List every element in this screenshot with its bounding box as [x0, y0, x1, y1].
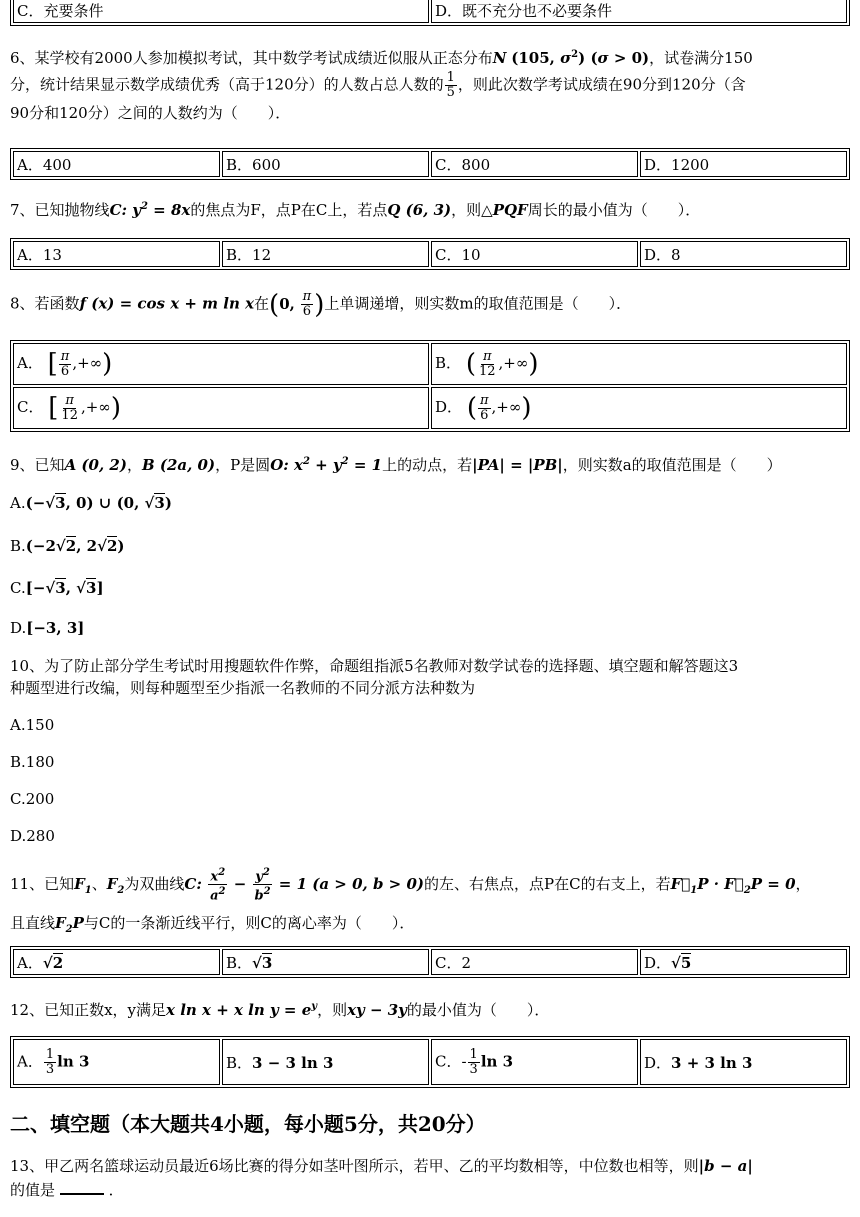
q12-expression: xy − 3y [347, 1001, 407, 1019]
question-10 [10, 655, 846, 699]
q7-option-d[interactable]: D．8 [640, 241, 847, 267]
q12-text-2: ，则 [317, 1001, 348, 1019]
q6-text-4: ，则此次数学考试成绩在90分到120分（含 [457, 75, 746, 94]
q12-option-d[interactable]: D．3 + 3 ln 3 [640, 1039, 847, 1085]
q8-option-d-label: D． [435, 398, 463, 416]
q9-option-a[interactable] [10, 490, 846, 516]
q12-option-a-label: A． [17, 1052, 43, 1070]
q11-option-b-label: B． [226, 953, 253, 972]
question-13 [10, 1154, 846, 1202]
q9-option-b-label: B. [10, 537, 26, 555]
q6-text-1: 某学校有2000人参加模拟考试，其中数学考试成绩近似服从正态分布 [34, 49, 493, 67]
q12-number: 12、 [10, 1001, 45, 1019]
q9-option-d-math: [−3, 3] [26, 619, 85, 637]
q12-option-c-label: C．- [435, 1052, 467, 1070]
q12-equation: x ln x + x $\ln y = e^y$ [166, 1001, 318, 1019]
q5-option-c[interactable]: C．充要条件 [13, 0, 429, 23]
q9-option-d-label: D. [10, 619, 27, 637]
q13-answer-blank[interactable] [60, 1179, 104, 1195]
q12-option-b[interactable]: B．3 − 3 ln 3 [222, 1039, 429, 1085]
q10-text-2: 种题型进行改编，则每种题型至少指派一名教师的不同分派方法种数为 [10, 679, 476, 697]
q6-options [10, 148, 850, 180]
q10-text-1: 为了防止部分学生考试时用搜题软件作弊，命题组指派5名教师对数学试卷的选择题、填空题和解答题这3 [44, 657, 739, 675]
q9-number: 9、 [10, 456, 35, 474]
question-11: 11、已知$F_1$、$F_2$为双曲线C: $\frac{x^2}{a^2}$ − $\frac{y^2}{b^2}$ = 1 (a > 0, b > 0)的左、右焦点，点P在C的右支上，若$F⃗_1P$ · $F⃗_2P = 0$， 且直线$F_2P$与C的一条渐近线平行，则C的离心率为（ ）． [10, 867, 811, 935]
q12-text-1: 已知正数x，y满足 [44, 1001, 167, 1019]
q9-option-c[interactable] [10, 575, 846, 601]
q7-options [10, 238, 850, 270]
q9-text-1: 已知 [34, 456, 65, 474]
q9-option-a-label: A. [10, 494, 26, 512]
q9-option-c-math: [−√3, √3] [25, 579, 104, 597]
q11-option-d[interactable]: D．√5 [640, 949, 847, 975]
q8-text-1: 若函数 [34, 294, 80, 313]
q10-option-d[interactable]: D.280 [10, 827, 55, 845]
q9-option-d[interactable] [10, 615, 846, 641]
q11-line: $F_2P$ [55, 913, 84, 935]
q7-option-b[interactable]: B．12 [222, 241, 429, 267]
q7-text-2: 的焦点为F，点P在C上，若点 [190, 201, 388, 219]
q6-number: 6、 [10, 49, 35, 67]
question-6 [10, 42, 846, 126]
q6-option-d[interactable]: D．1200 [640, 151, 847, 177]
question-8 [10, 290, 846, 319]
q9-text-2: ， [126, 456, 142, 474]
q11-option-a[interactable]: A．√2 [13, 949, 220, 975]
q11-hyperbola: C: $\frac{x^2}{a^2}$ − $\frac{y^2}{b^2}$ = 1 (a > 0, b > 0) [184, 867, 424, 904]
q7-triangle: PQF [492, 201, 528, 219]
q7-text-4: 周长的最小值为（ ）． [527, 201, 701, 219]
q11-text-5: 且直线 [10, 913, 56, 932]
q6-text-2: ，试卷满分150 [649, 49, 753, 67]
q13-text-2: 的值是 [10, 1181, 56, 1199]
q9-condition: |PA| = |PB| [472, 456, 563, 474]
q6-text-5: 90分和120分）之间的人数约为（ ）． [10, 104, 291, 122]
q7-point-q: Q (6, 3) [387, 201, 452, 219]
q7-option-c[interactable]: C．10 [431, 241, 638, 267]
q9-text-3: ，P是圆 [215, 456, 271, 474]
q11-option-b[interactable]: B．√3 [222, 949, 429, 975]
q11-text-1: 已知 [44, 874, 75, 893]
q9-circle: O: $x^2 + y^2 = 1$ [270, 456, 383, 474]
q11-text-6: 与C的一条渐近线平行，则C的离心率为（ ）． [83, 913, 415, 932]
q8-option-c[interactable]: C． [ $\frac{\pi}{12}$ ,+∞) [13, 387, 429, 429]
q6-text-3: 分，统计结果显示数学成绩优秀（高于120分）的人数占总人数的 [10, 75, 444, 94]
q6-option-a[interactable]: A．400 [13, 151, 220, 177]
q12-text-3: 的最小值为（ ）． [406, 1001, 550, 1019]
q11-text-3: 为双曲线 [124, 874, 185, 893]
q9-point-b: B (2a, 0) [141, 456, 216, 474]
q6-params: (105, $\sigma^2$) (σ > 0) [511, 49, 650, 67]
q8-option-b[interactable]: B． ( $\frac{\pi}{12}$ ,+∞) [431, 343, 847, 385]
q11-f2: $F_2$ [106, 874, 125, 896]
q8-number: 8、 [10, 294, 35, 313]
question-9 [10, 449, 846, 478]
q11-options [10, 946, 850, 978]
q5-option-d[interactable]: D．既不充分也不必要条件 [431, 0, 847, 23]
q9-text-4: 上的动点，若 [382, 456, 473, 474]
q8-options [10, 340, 850, 432]
section-2-heading: 二、填空题（本大题共4小题，每小题5分，共20分） [10, 1112, 486, 1136]
q12-option-d-label: D． [644, 1053, 672, 1072]
q8-option-c-label: C． [17, 398, 44, 416]
q8-text-2: 在 [254, 294, 270, 313]
q8-function: f (x) = cos x + m ln x [79, 294, 255, 313]
q10-option-c[interactable]: C.200 [10, 790, 55, 808]
q9-option-b[interactable] [10, 533, 846, 559]
q8-option-b-label: B． [435, 354, 462, 372]
q10-number: 10、 [10, 657, 45, 675]
q12-option-b-label: B． [226, 1053, 253, 1072]
q7-parabola: C: $y^2 = 8x$ [109, 201, 191, 219]
q13-expression: |b − a| [698, 1157, 753, 1175]
q6-option-c[interactable]: C．800 [431, 151, 638, 177]
q7-text-1: 已知抛物线 [34, 201, 110, 219]
q9-option-a-math: (−√3, 0) ∪ (0, √3) [25, 494, 172, 512]
q12-option-a[interactable]: A． $\frac{1}{3}$ ln 3 [13, 1039, 220, 1085]
q11-text-2: 、 [91, 874, 107, 893]
q9-option-c-label: C. [10, 579, 26, 597]
q9-point-a: A (0, 2) [64, 456, 127, 474]
q11-number: 11、 [10, 874, 45, 893]
q11-f1: $F_1$ [74, 874, 92, 896]
q7-option-a[interactable]: A．13 [13, 241, 220, 267]
q11-dot-product: $F⃗_1P$ · $F⃗_2P = 0$ [670, 874, 796, 896]
q6-option-b[interactable]: B．600 [222, 151, 429, 177]
q12-option-c[interactable]: C．- $\frac{1}{3}$ ln 3 [431, 1039, 638, 1085]
q11-text-4: 的左、右焦点，点P在C的右支上，若 [424, 874, 671, 893]
q7-number: 7、 [10, 201, 35, 219]
q6-normal-dist: N [492, 49, 507, 67]
q13-text-1: 甲乙两名篮球运动员最近6场比赛的得分如茎叶图所示，若甲、乙的平均数相等，中位数也相等，则 [44, 1157, 699, 1175]
q10-option-a[interactable]: A.150 [10, 716, 55, 734]
q9-text-5: ，则实数a的取值范围是（ ） [562, 456, 782, 474]
q8-option-a-label: A． [17, 354, 43, 372]
q11-option-a-label: A． [17, 953, 43, 972]
q10-option-b[interactable]: B.180 [10, 753, 55, 771]
question-12 [10, 994, 846, 1023]
question-7 [10, 194, 846, 223]
q5-options [10, 0, 850, 26]
q13-number: 13、 [10, 1157, 45, 1175]
q8-interval: (0, $\frac{\pi}{6}$ ) [269, 289, 325, 320]
q7-text-3: ，则△ [451, 201, 493, 219]
q6-fraction: $\frac{1}{5}$ [446, 70, 455, 100]
q8-option-d[interactable]: D． ( $\frac{\pi}{6}$ ,+∞) [431, 387, 847, 429]
q9-option-b-math: (−2√2, 2√2) [25, 537, 125, 555]
q13-text-3: ． [108, 1181, 124, 1199]
q11-option-d-label: D． [644, 953, 672, 972]
q8-text-3: 上单调递增，则实数m的取值范围是（ ）． [324, 294, 632, 313]
q11-option-c[interactable]: C．2 [431, 949, 638, 975]
q12-options [10, 1036, 850, 1088]
q8-option-a[interactable]: A． [ $\frac{\pi}{6}$ ,+∞) [13, 343, 429, 385]
